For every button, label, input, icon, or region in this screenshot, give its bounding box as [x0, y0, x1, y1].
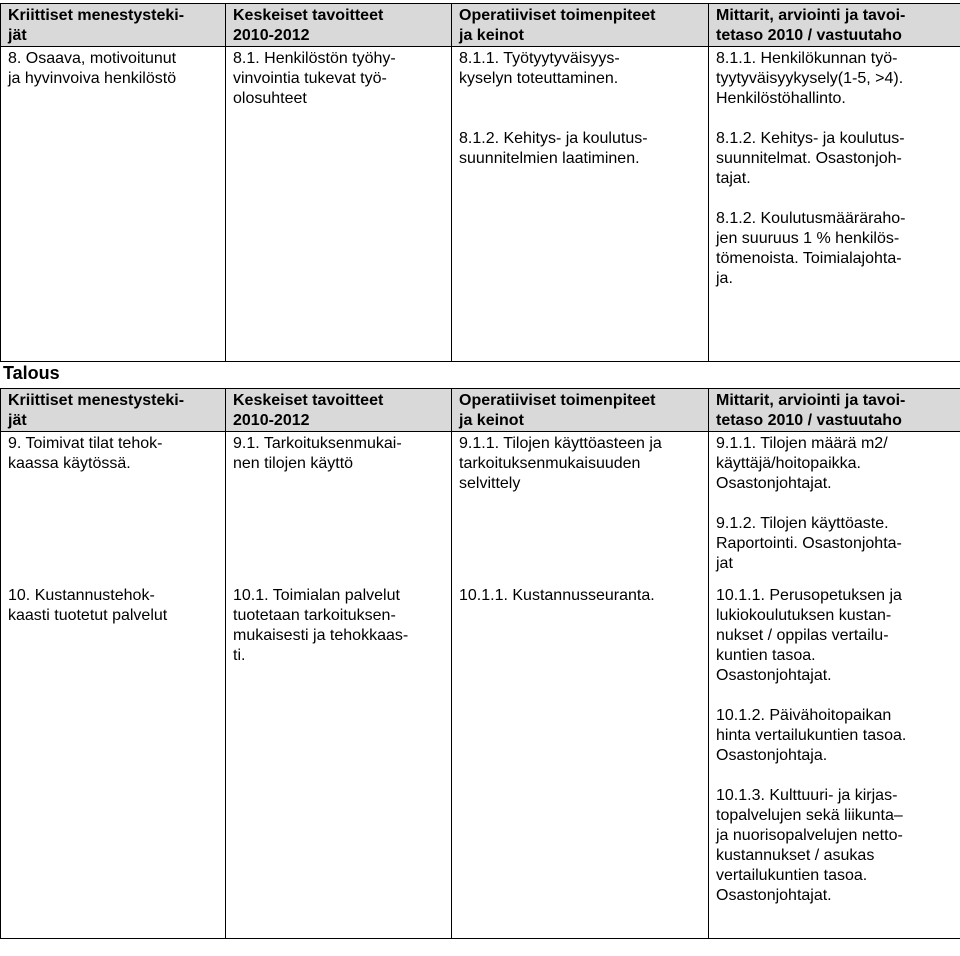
header-key-goals: Keskeiset tavoitteet 2010-2012: [226, 4, 452, 47]
header-operative-actions: Operatiiviset toimenpiteet ja keinot: [452, 4, 709, 47]
table-row: [1, 432, 960, 585]
action-10-1-1: 10.1.1. Kustannusseuranta.: [459, 587, 655, 604]
table-header-row: [1, 4, 960, 47]
metric-cell: [709, 432, 960, 585]
metric-8-1-2a: 8.1.2. Kehitys- ja koulutus- suunnitelmat. Osastonjoh- tajat.: [716, 130, 905, 187]
table-row: [1, 47, 960, 362]
action-cell: [452, 584, 709, 939]
metric-10-1-3: 10.1.3. Kulttuuri- ja kirjas- topalvelujen sekä liikunta– ja nuorisopalvelujen netto- kustannukset / asukas vertailukuntien tasoa. Osastonjohtajat.: [716, 787, 903, 904]
header-key-goals: Keskeiset tavoitteet 2010-2012: [226, 389, 452, 432]
goal-cell: [226, 47, 452, 362]
action-cell: [452, 432, 709, 585]
header-metrics: Mittarit, arviointi ja tavoi- tetaso 2010 / vastuutaho: [709, 4, 960, 47]
header-operative-actions: Operatiiviset toimenpiteet ja keinot: [452, 389, 709, 432]
header-metrics: Mittarit, arviointi ja tavoi- tetaso 2010 / vastuutaho: [709, 389, 960, 432]
critical-factor-9: 9. Toimivat tilat tehok- kaassa käytössä.: [8, 435, 163, 472]
table-row: [1, 584, 960, 939]
factor-cell: [1, 47, 226, 362]
key-goal-8-1: 8.1. Henkilöstön työhy- vinvointia tukevat työ- olosuhteet: [233, 50, 396, 107]
metric-cell: [709, 584, 960, 939]
metric-10-1-2: 10.1.2. Päivähoitopaikan hinta vertailukuntien tasoa. Osastonjohtaja.: [716, 707, 907, 764]
metric-8-1-2b: 8.1.2. Koulutusmäärärahо- jen suuruus 1 % henkilös- tömenoista. Toimialajohta- ja.: [716, 210, 906, 287]
action-9-1-1: 9.1.1. Tilojen käyttöasteen ja tarkoituksenmukaisuuden selvittely: [459, 435, 662, 492]
action-cell: [452, 47, 709, 362]
factor-cell: [1, 584, 226, 939]
goal-cell: [226, 584, 452, 939]
metric-9-1-2: 9.1.2. Tilojen käyttöaste. Raportointi. Osastonjohta- jat: [716, 515, 902, 572]
factor-cell: [1, 432, 226, 585]
metric-cell: [709, 47, 960, 362]
critical-factor-10: 10. Kustannustehok- kaasti tuotetut palvelut: [8, 587, 168, 624]
metric-9-1-1: 9.1.1. Tilojen määrä m2/ käyttäjä/hoitopaikka. Osastonjohtajat.: [716, 435, 888, 492]
goals-table-staff: [0, 3, 960, 362]
key-goal-10-1: 10.1. Toimialan palvelut tuotetaan tarkoituksen- mukaisesti ja tehokkaas- ti.: [233, 587, 409, 664]
action-8-1-1: 8.1.1. Työtyytyväisyys- kyselyn toteuttaminen.: [459, 50, 620, 87]
goals-table-economy: [0, 388, 960, 939]
metric-8-1-1: 8.1.1. Henkilökunnan työ- tyytyväisyykysely(1-5, >4). Henkilöstöhallinto.: [716, 50, 904, 107]
header-critical-factors: Kriittiset menestysteki- jät: [1, 389, 226, 432]
action-8-1-2: 8.1.2. Kehitys- ja koulutus- suunnitelmien laatiminen.: [459, 130, 648, 167]
metric-10-1-1: 10.1.1. Perusopetuksen ja lukiokoulutuksen kustan- nukset / oppilas vertailu- kuntien tasoa. Osastonjohtajat.: [716, 587, 902, 684]
section-title-economy: Talous: [3, 363, 60, 383]
key-goal-9-1: 9.1. Tarkoituksenmukai- nen tilojen käyttö: [233, 435, 402, 472]
critical-factor-8: 8. Osaava, motivoitunut ja hyvinvoiva henkilöstö: [8, 50, 177, 87]
goal-cell: [226, 432, 452, 585]
table-header-row: [1, 389, 960, 432]
header-critical-factors: Kriittiset menestysteki- jät: [1, 4, 226, 47]
